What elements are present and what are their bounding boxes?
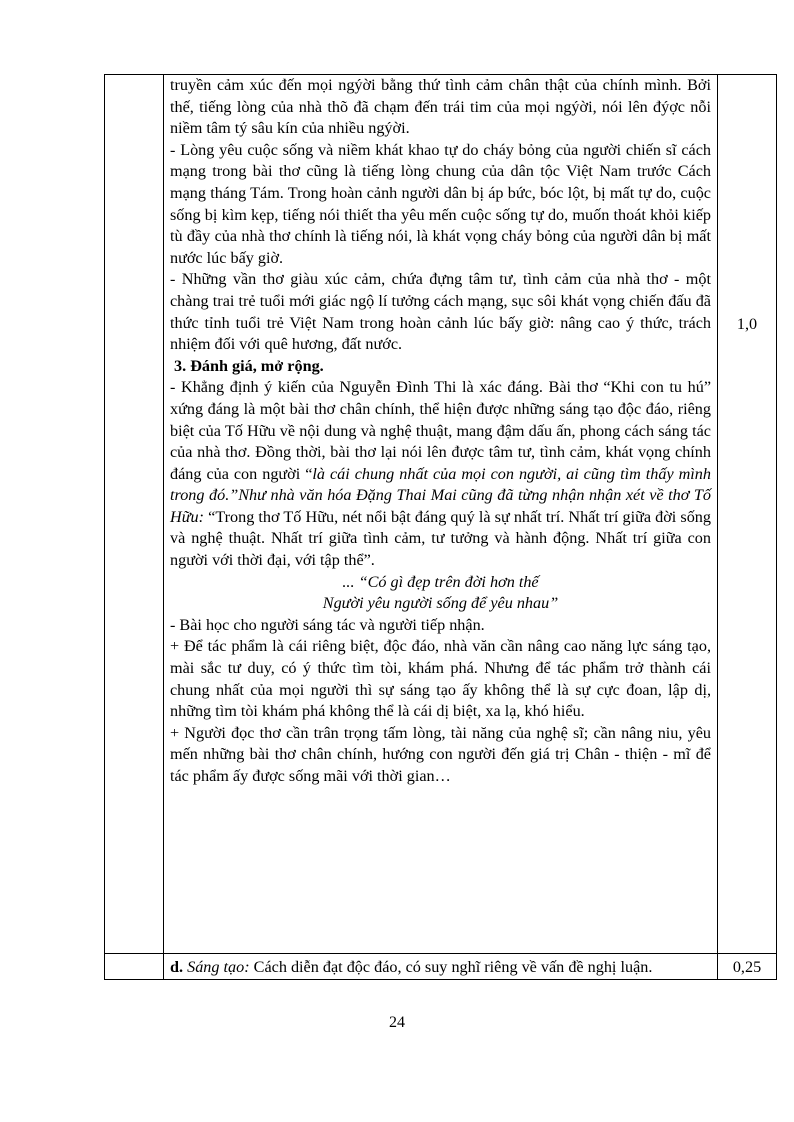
paragraph-4-quote: là cái chung nhất của mọi con người, ai cũng tìm thấy mình trong đó.”Như nhà văn hóa Đặng Thai Mai cũng đã từng nhận nhận xét về thơ Tố Hữu:	[170, 464, 711, 526]
paragraph-6: + Để tác phẩm là cái riêng biệt, độc đáo, nhà văn cần nâng cao năng lực sáng tạo, mài sắc tư duy, có ý thức tìm tòi, khám phá. Nhưng để tác phẩm trở thành cái chung nhất của mọi người thì sự sáng tạo ấy không thể là sự cực đoan, lập dị, những tìm tòi khám phá không thể là cái dị biệt, xa lạ, khó hiểu.	[170, 637, 711, 721]
poem-line-1: ... “Có gì đẹp trên đời hơn thế	[342, 572, 539, 591]
score-value: 1,0	[736, 315, 758, 333]
paragraph-1: truyền cảm xúc đến mọi ngýời bằng thứ tình cảm chân thật của chính mình. Bởi thế, tiếng lòng của nhà thõ đã chạm đến trái tim của mọi ngýời, nói lên đýợc nỗi niềm tâm tý sâu kín của nhiều ngýời.	[170, 76, 711, 138]
table-row-creative	[105, 954, 777, 980]
paragraph-7: + Người đọc thơ cần trân trọng tấm lòng, tài năng của nghệ sĩ; cần nâng niu, yêu mến những bài thơ chân chính, hướng con người đến giá trị Chân - thiện - mĩ để tác phẩm ấy được sống mãi với thời gian…	[170, 723, 711, 785]
paragraph-3: - Những vần thơ giàu xúc cảm, chứa đựng tâm tư, tình cảm của nhà thơ - một chàng trai trẻ tuổi mới giác ngộ lí tưởng cách mạng, sục sôi khát vọng chiến đấu đã thức tỉnh tuổi trẻ Việt Nam trong hoàn cảnh lúc bấy giờ: nâng cao ý thức, trách nhiệm đối với quê hương, đất nước.	[170, 270, 711, 354]
paragraph-2: - Lòng yêu cuộc sống và niềm khát khao tự do cháy bỏng của người chiến sĩ cách mạng trong bài thơ cũng là tiếng lòng chung của dân tộc Việt Nam trước Cách mạng tháng Tám. Trong hoàn cảnh người dân bị áp bức, bóc lột, bị mất tự do, cuộc sống bị kìm kẹp, tiếng nói thiết tha yêu mến cuộc sống tự do, muốn thoát khỏi kiếp tù đầy của nhà thơ chính là tiếng nói, là khát vọng cháy bỏng của người dân bị mất nước lúc bấy giờ.	[170, 140, 711, 267]
grading-table	[104, 74, 777, 980]
spacer	[170, 788, 711, 808]
score-cell	[718, 75, 777, 954]
section-heading: 3. Đánh giá, mở rộng.	[174, 356, 324, 375]
page-number: 24	[389, 1014, 405, 1031]
creative-label-letter: d.	[170, 958, 184, 976]
creative-score-cell	[718, 954, 777, 980]
paragraph-4-tail: “Trong thơ Tố Hữu, nét nổi bật đáng quý là sự nhất trí. Nhất trí giữa đời sống và nghệ thuật. Nhất trí giữa tình cảm, tư tưởng và hành động. Nhất trí giữa con người với thời đại, với tập thể”.	[170, 507, 711, 570]
content-cell	[164, 75, 718, 954]
paragraph-4	[170, 377, 711, 571]
empty-cell	[105, 954, 164, 980]
creative-label: Sáng tạo:	[187, 958, 250, 976]
creative-text: Cách diễn đạt độc đáo, có suy nghĩ riêng về vấn đề nghị luận.	[249, 958, 653, 976]
creative-score: 0,25	[732, 958, 762, 976]
paragraph-4-text: - Khẳng định ý kiến của Nguyễn Đình Thi là xác đáng. Bài thơ “Khi con tu hú” xứng đáng là một bài thơ chân chính, thể hiện được những sáng tạo độc đáo, riêng biệt của Tố Hữu về nội dung và nghệ thuật, mang đậm dấu ấn, phong cách sáng tác của nhà thơ. Đồng thời, bài thơ lại nói lên được tâm tư, tình cảm, khát vọng chính đáng của con người “	[170, 378, 711, 483]
empty-cell	[105, 75, 164, 954]
paragraph-5: - Bài học cho người sáng tác và người tiếp nhận.	[170, 615, 485, 634]
poem-line-2: Người yêu người sống để yêu nhau”	[322, 594, 559, 613]
table-row-main	[105, 75, 777, 954]
creative-paragraph	[170, 957, 711, 979]
creative-cell	[164, 954, 718, 980]
